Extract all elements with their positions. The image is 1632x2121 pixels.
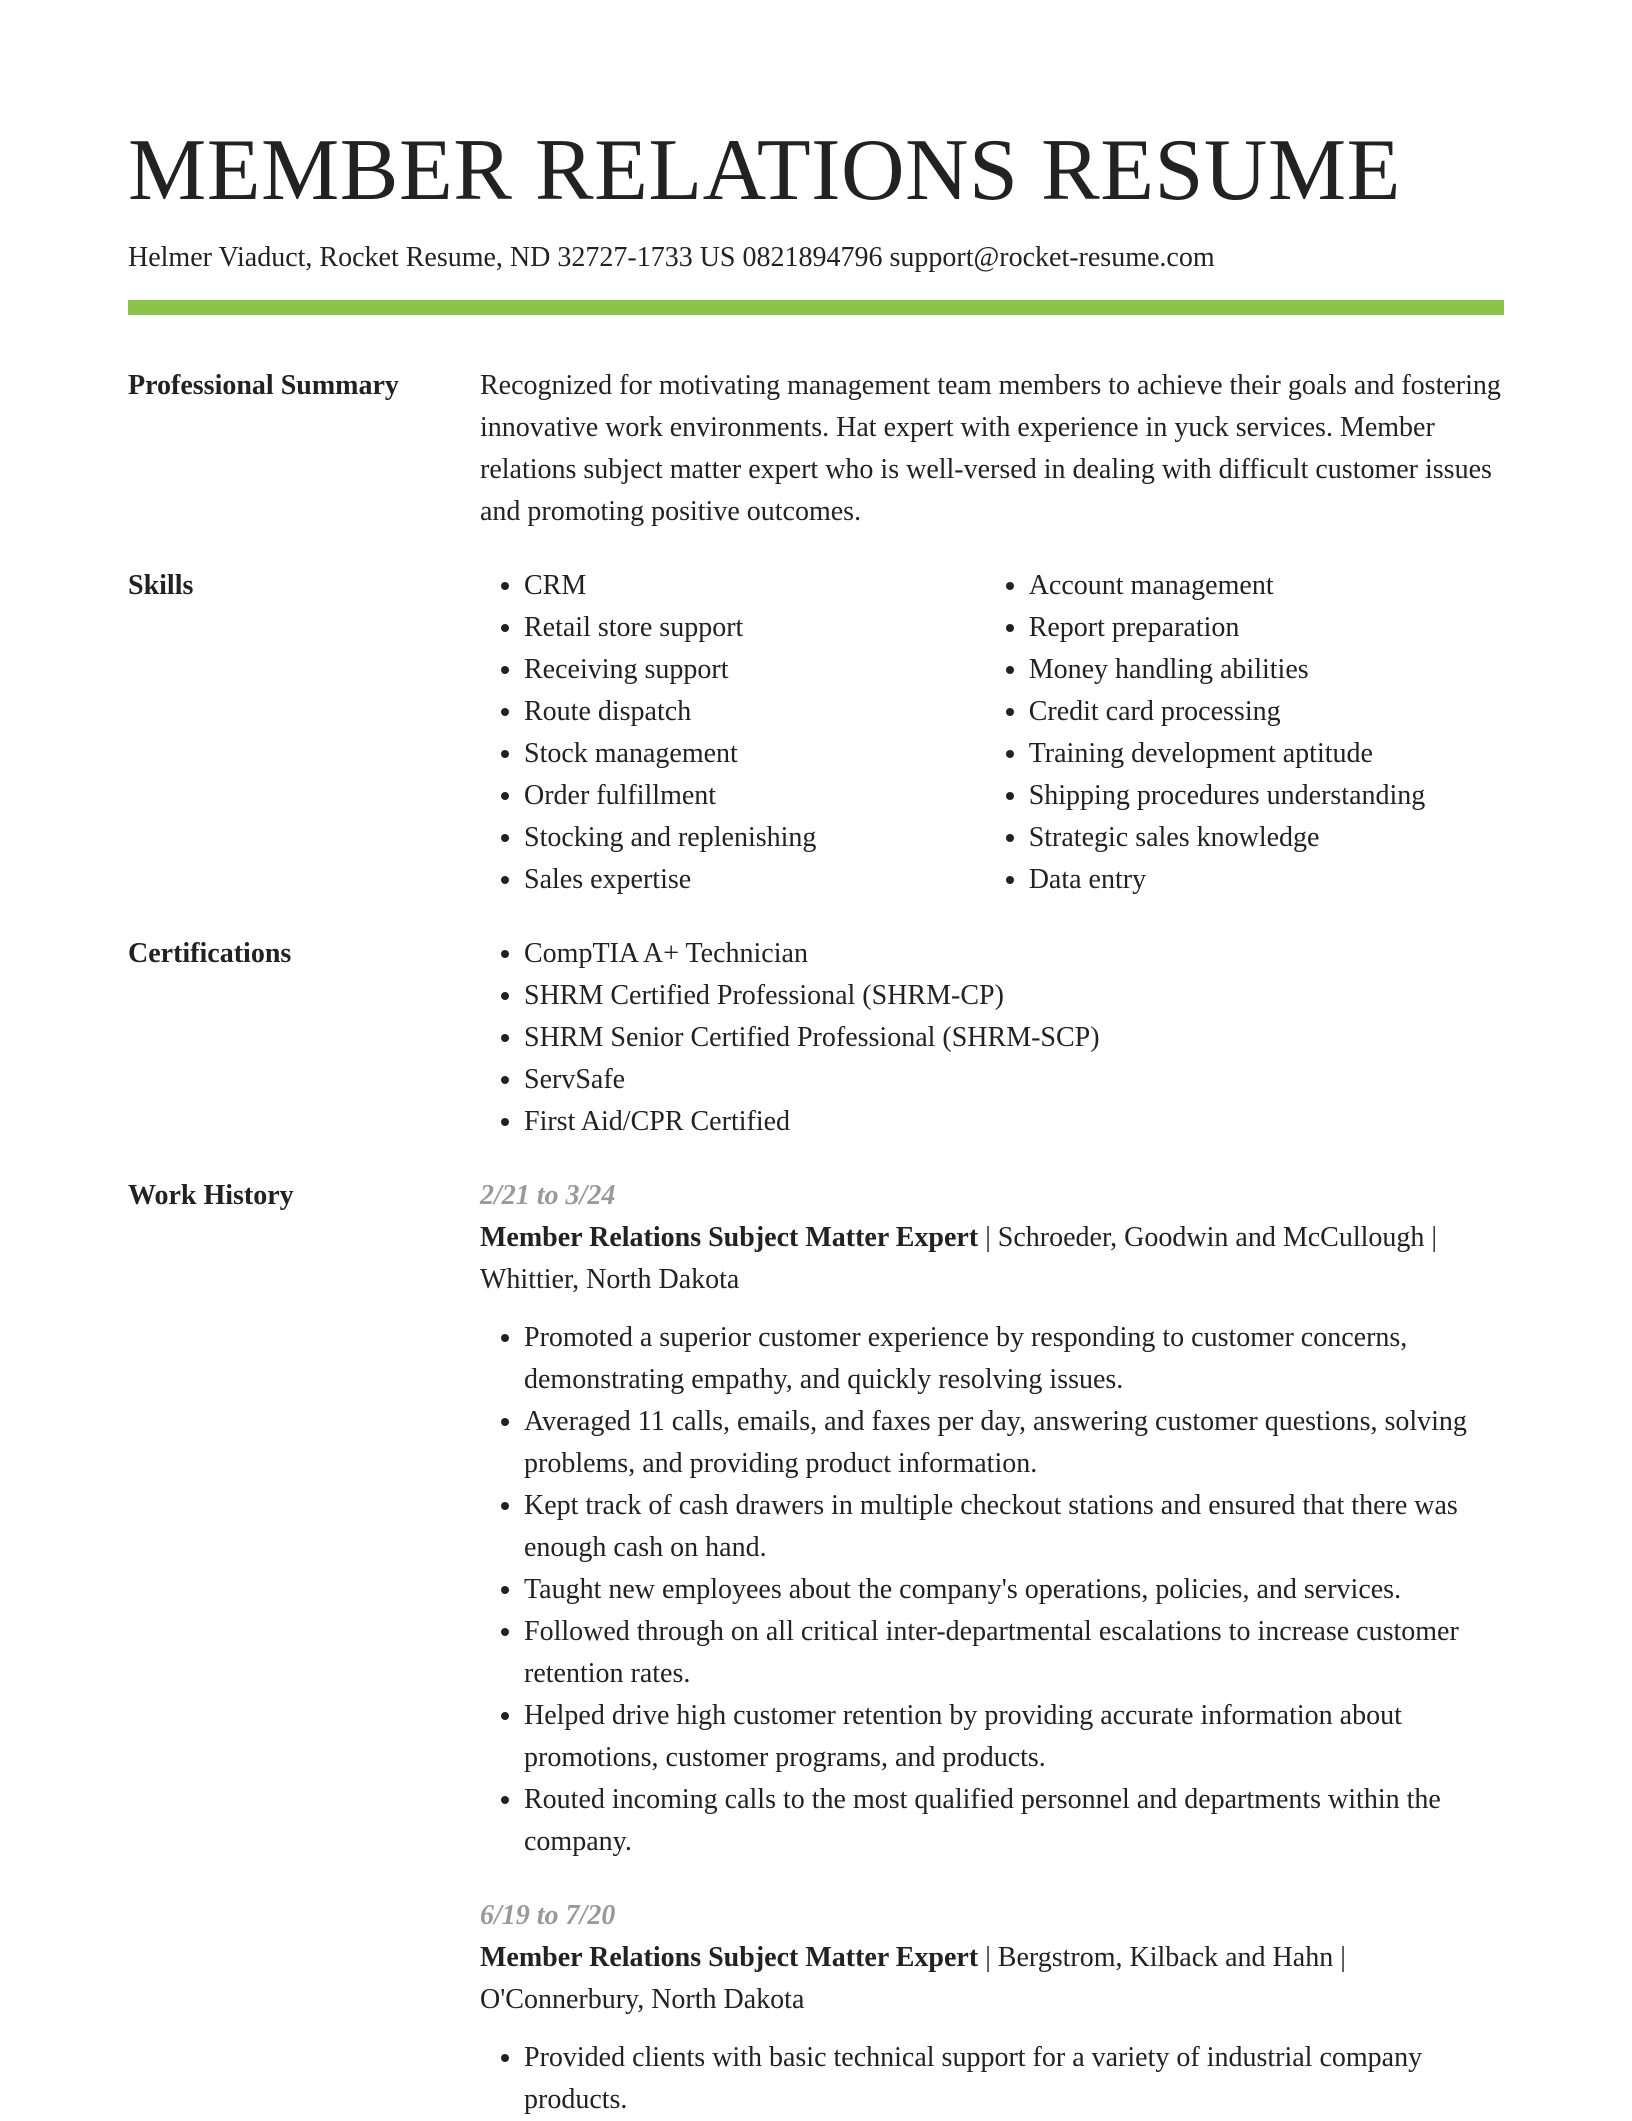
skill-item: • Receiving support xyxy=(524,649,985,691)
skill-item: • Credit card processing xyxy=(1029,691,1504,733)
job-bullets xyxy=(480,2037,1504,2121)
section-professional-summary xyxy=(128,365,1504,533)
skill-item: • Strategic sales knowledge xyxy=(1029,817,1504,859)
skill-item: • Retail store support xyxy=(524,607,985,649)
skill-item: • Route dispatch xyxy=(524,691,985,733)
certification-item: • CompTIA A+ Technician xyxy=(524,933,1504,975)
skills-list-left xyxy=(480,565,985,901)
job-employer-location: | Bergstrom, Kilback and Hahn | O'Connerbury, North Dakota xyxy=(480,1942,1346,2015)
skill-item: • Report preparation xyxy=(1029,607,1504,649)
section-work-history xyxy=(128,1175,1504,2121)
skills-list-right xyxy=(985,565,1504,901)
skill-item: • Data entry xyxy=(1029,859,1504,901)
job-heading xyxy=(480,1937,1504,2021)
section-label-certifications: Certifications xyxy=(128,938,292,969)
skill-item: • Sales expertise xyxy=(524,859,985,901)
skill-item: • Shipping procedures understanding xyxy=(1029,775,1504,817)
section-label-work-history: Work History xyxy=(128,1180,294,1211)
job-dates: 6/19 to 7/20 xyxy=(480,1900,616,1931)
job-title: Member Relations Subject Matter Expert xyxy=(480,1222,979,1253)
job-bullet: • Helped drive high customer retention by providing accurate information about promotions, customer programs, and products. xyxy=(524,1695,1504,1779)
certifications-list xyxy=(480,933,1504,1143)
certification-item: • ServSafe xyxy=(524,1059,1504,1101)
job-employer-location: | Schroeder, Goodwin and McCullough | Whittier, North Dakota xyxy=(480,1222,1437,1295)
job-bullet: • Kept track of cash drawers in multiple checkout stations and ensured that there was enough cash on hand. xyxy=(524,1485,1504,1569)
job-bullet: • Routed incoming calls to the most qualified personnel and departments within the company. xyxy=(524,1779,1504,1863)
certification-item: • SHRM Certified Professional (SHRM-CP) xyxy=(524,975,1504,1017)
job-bullet: • Averaged 11 calls, emails, and faxes per day, answering customer questions, solving problems, and providing product information. xyxy=(524,1401,1504,1485)
job-bullets xyxy=(480,1317,1504,1863)
job-entry xyxy=(480,1175,1504,1863)
accent-divider xyxy=(128,300,1504,315)
skill-item: • Money handling abilities xyxy=(1029,649,1504,691)
job-bullet: • Provided clients with basic technical support for a variety of industrial company products. xyxy=(524,2037,1504,2121)
resume-page xyxy=(128,0,1504,2121)
section-skills xyxy=(128,565,1504,901)
job-heading xyxy=(480,1217,1504,1301)
section-label-summary: Professional Summary xyxy=(128,370,399,401)
job-bullet: • Promoted a superior customer experience by responding to customer concerns, demonstrating empathy, and quickly resolving issues. xyxy=(524,1317,1504,1401)
skill-item: • Stocking and replenishing xyxy=(524,817,985,859)
job-bullet: • Taught new employees about the company's operations, policies, and services. xyxy=(524,1569,1504,1611)
resume-title: MEMBER RELATIONS RESUME xyxy=(128,122,1401,219)
section-certifications xyxy=(128,933,1504,1143)
certification-item: • SHRM Senior Certified Professional (SHRM-SCP) xyxy=(524,1017,1504,1059)
section-label-skills: Skills xyxy=(128,570,194,601)
job-bullet: • Followed through on all critical inter-departmental escalations to increase customer retention rates. xyxy=(524,1611,1504,1695)
job-dates: 2/21 to 3/24 xyxy=(480,1180,616,1211)
job-title: Member Relations Subject Matter Expert xyxy=(480,1942,979,1973)
skill-item: • Account management xyxy=(1029,565,1504,607)
skill-item: • Order fulfillment xyxy=(524,775,985,817)
skill-item: • Stock management xyxy=(524,733,985,775)
certification-item: • First Aid/CPR Certified xyxy=(524,1101,1504,1143)
skill-item: • CRM xyxy=(524,565,985,607)
contact-line: Helmer Viaduct, Rocket Resume, ND 32727-1733 US 0821894796 support@rocket-resume.com xyxy=(128,242,1215,273)
job-entry xyxy=(480,1895,1504,2121)
summary-text: Recognized for motivating management team members to achieve their goals and fostering innovative work environments. Hat expert with experience in yuck services. Member relations subject matter expert who is well-versed in dealing with difficult customer issues and promoting positive outcomes. xyxy=(480,370,1501,527)
skill-item: • Training development aptitude xyxy=(1029,733,1504,775)
